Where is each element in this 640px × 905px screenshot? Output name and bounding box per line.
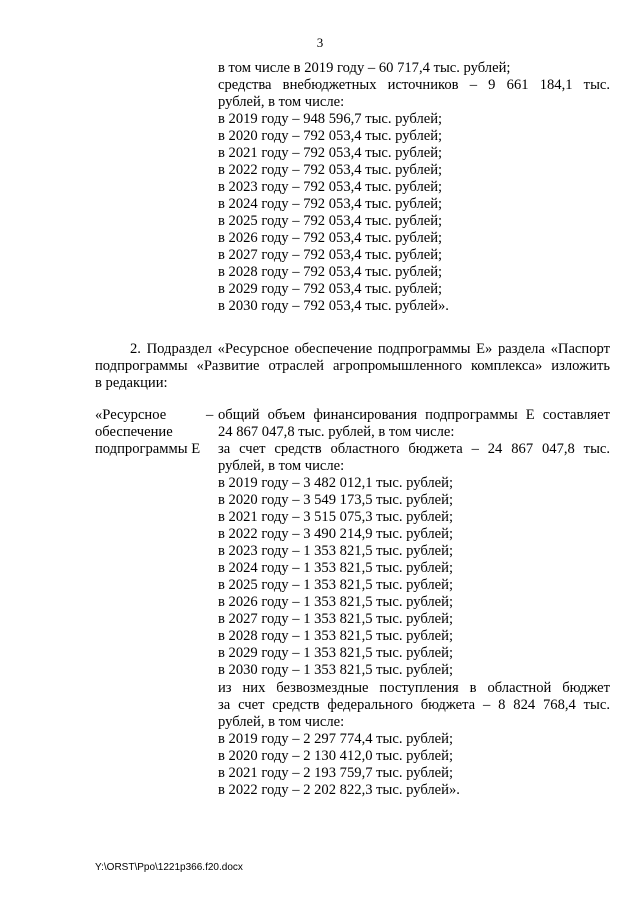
text-line: 24 867 047,8 тыс. рублей, в том числе:	[218, 424, 455, 440]
page-number: 3	[316, 35, 324, 50]
text-line: в 2023 году – 792 053,4 тыс. рублей;	[218, 179, 443, 195]
text-line: в 2022 году – 2 202 822,3 тыс. рублей».	[218, 782, 460, 798]
text-line: за счет средств федерального бюджета – 8 824 768,4 тыс.	[218, 697, 610, 713]
text-line: в 2021 году – 3 515 075,3 тыс. рублей;	[218, 509, 454, 525]
text-line: в 2026 году – 792 053,4 тыс. рублей;	[218, 230, 443, 246]
text-line: подпрограммы «Развитие отраслей агропромышленного комплекса» изложить	[95, 358, 610, 374]
text-line: в редакции:	[95, 375, 168, 391]
text-line: в 2025 году – 1 353 821,5 тыс. рублей;	[218, 577, 454, 593]
text-line: в 2022 году – 792 053,4 тыс. рублей;	[218, 162, 443, 178]
text-line: в 2028 году – 792 053,4 тыс. рублей;	[218, 264, 443, 280]
text-line: в 2027 году – 1 353 821,5 тыс. рублей;	[218, 611, 454, 627]
label-line: «Ресурсное	[95, 407, 167, 423]
text-line: из них безвозмездные поступления в областной бюджет	[218, 680, 610, 696]
text-line: в 2030 году – 792 053,4 тыс. рублей».	[218, 298, 449, 314]
text-line: в 2027 году – 792 053,4 тыс. рублей;	[218, 247, 443, 263]
text-line: в 2019 году – 948 596,7 тыс. рублей;	[218, 111, 443, 127]
text-line: общий объем финансирования подпрограммы Е составляет	[218, 407, 610, 423]
label-line: обеспечение	[95, 424, 173, 440]
text-line: в 2029 году – 1 353 821,5 тыс. рублей;	[218, 645, 454, 661]
text-line: в 2030 году – 1 353 821,5 тыс. рублей;	[218, 662, 454, 678]
text-line: в 2029 году – 792 053,4 тыс. рублей;	[218, 281, 443, 297]
text-line: средства внебюджетных источников – 9 661 184,1 тыс.	[218, 77, 610, 93]
text-line: в 2020 году – 3 549 173,5 тыс. рублей;	[218, 492, 454, 508]
text-line: рублей, в том числе:	[218, 458, 345, 474]
text-line: в 2024 году – 792 053,4 тыс. рублей;	[218, 196, 443, 212]
text-line: рублей, в том числе:	[218, 714, 345, 730]
text-line: в 2022 году – 3 490 214,9 тыс. рублей;	[218, 526, 454, 542]
label-line: подпрограммы Е	[95, 441, 201, 457]
file-path-footer: Y:\ORST\Ppo\1221p366.f20.docx	[95, 862, 243, 873]
text-line: в 2025 году – 792 053,4 тыс. рублей;	[218, 213, 443, 229]
text-line: за счет средств областного бюджета – 24 867 047,8 тыс.	[218, 441, 610, 457]
text-line: в 2019 году – 3 482 012,1 тыс. рублей;	[218, 475, 454, 491]
text-line: в том числе в 2019 году – 60 717,4 тыс. рублей;	[218, 60, 511, 76]
text-line: рублей, в том числе:	[218, 94, 345, 110]
text-line: в 2028 году – 1 353 821,5 тыс. рублей;	[218, 628, 454, 644]
dash: –	[206, 407, 214, 423]
text-line: в 2021 году – 792 053,4 тыс. рублей;	[218, 145, 443, 161]
text-line: в 2024 году – 1 353 821,5 тыс. рублей;	[218, 560, 454, 576]
text-line: в 2026 году – 1 353 821,5 тыс. рублей;	[218, 594, 454, 610]
text-line: в 2020 году – 2 130 412,0 тыс. рублей;	[218, 748, 454, 764]
text-line: в 2019 году – 2 297 774,4 тыс. рублей;	[218, 731, 454, 747]
text-line: в 2021 году – 2 193 759,7 тыс. рублей;	[218, 765, 454, 781]
text-line: в 2020 году – 792 053,4 тыс. рублей;	[218, 128, 443, 144]
text-line: 2. Подраздел «Ресурсное обеспечение подпрограммы Е» раздела «Паспорт	[130, 341, 610, 357]
text-line: в 2023 году – 1 353 821,5 тыс. рублей;	[218, 543, 454, 559]
